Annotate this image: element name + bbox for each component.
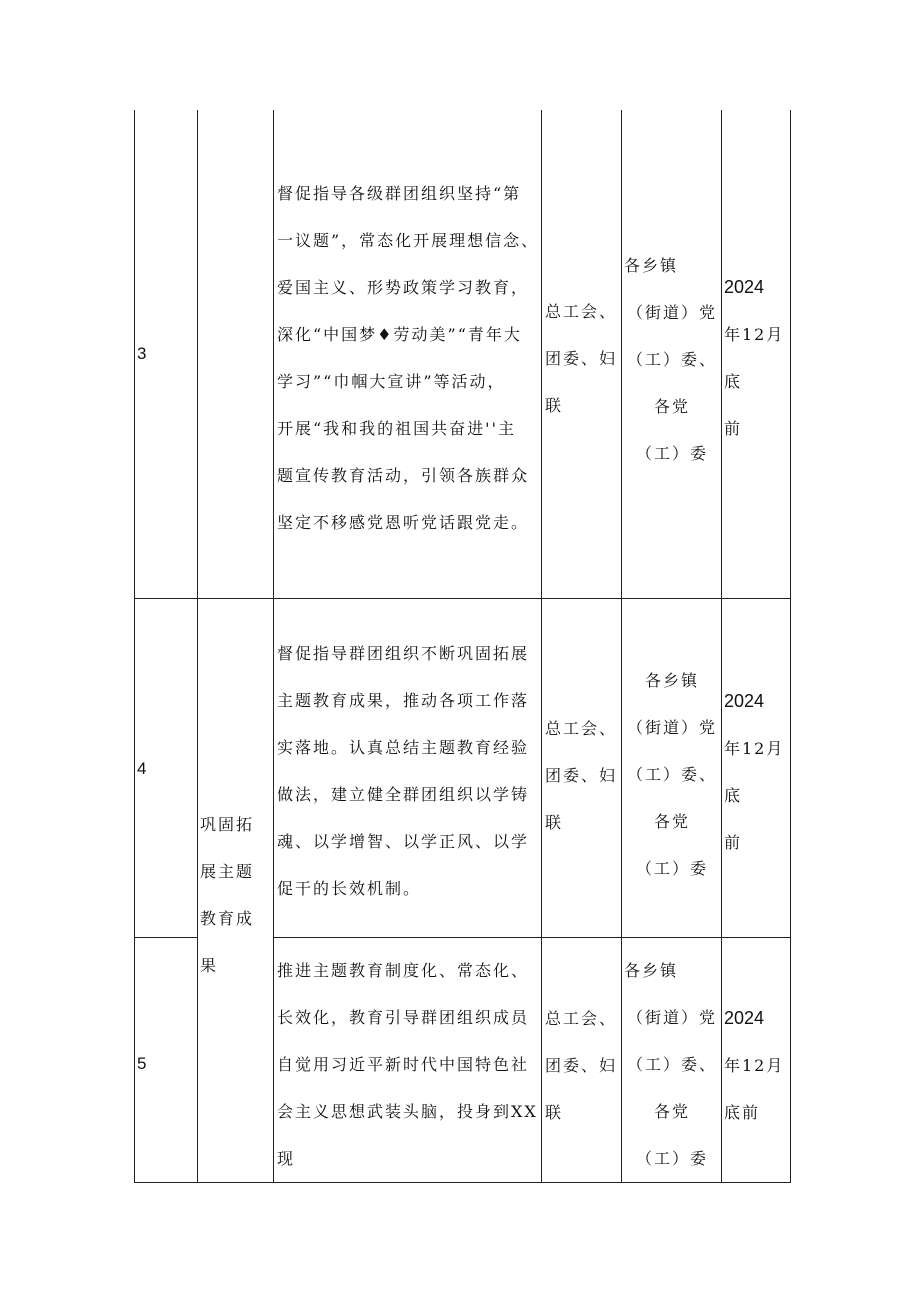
table-border-bottom [134, 1182, 791, 1183]
responsible-units: 各乡镇 （街道）党 （工）委、 各党 （工）委 [624, 256, 717, 463]
table-border-left [134, 110, 135, 1183]
row-divider [134, 598, 791, 599]
deadline: 2024 年12月 底前 [724, 1008, 785, 1122]
task-content: 督促指导各级群团组织坚持“第 一议题”，常态化开展理想信念、 爱国主义、形势政策学习教育， 深化“中国梦♦劳动美”“青年大 学习”“巾帼大宣讲”等活动， 开展“我和我的祖国共奋进''主 题宣传教育活动，引领各族群众 坚定不移感党恩听党话跟党走。 [277, 184, 540, 532]
deadline: 2024 年12月 底 前 [724, 691, 785, 852]
row-number: 3 [137, 344, 147, 363]
table-divider [541, 110, 542, 1183]
lead-department: 总工会、 团委、妇 联 [545, 1009, 618, 1122]
row-number: 5 [137, 1054, 147, 1073]
task-content: 推进主题教育制度化、常态化、 长效化，教育引导群团组织成员 自觉用习近平新时代中国特色社 会主义思想武装头脑，投身到XX 现 [277, 961, 538, 1168]
table-divider [273, 110, 274, 1183]
table-border-right [790, 110, 791, 1183]
row-divider [134, 937, 198, 938]
lead-department: 总工会、 团委、妇 联 [545, 302, 618, 415]
responsible-units: 各乡镇 （街道）党 （工）委、 各党 （工）委 [624, 961, 717, 1168]
responsible-units: 各乡镇 （街道）党 （工）委、 各党 （工）委 [626, 671, 717, 878]
lead-department: 总工会、 团委、妇 联 [545, 719, 618, 832]
row-divider [273, 937, 791, 938]
row-number: 4 [137, 759, 147, 778]
task-category: 巩固拓 展主题 教育成 果 [200, 815, 255, 975]
deadline: 2024 年12月 底 前 [724, 277, 785, 438]
table-divider [197, 110, 198, 1183]
task-content: 督促指导群团组织不断巩固拓展 主题教育成果，推动各项工作落 实落地。认真总结主题教育经验 做法，建立健全群团组织以学铸 魂、以学增智、以学正风、以学 促干的长效机制。 [277, 644, 530, 898]
